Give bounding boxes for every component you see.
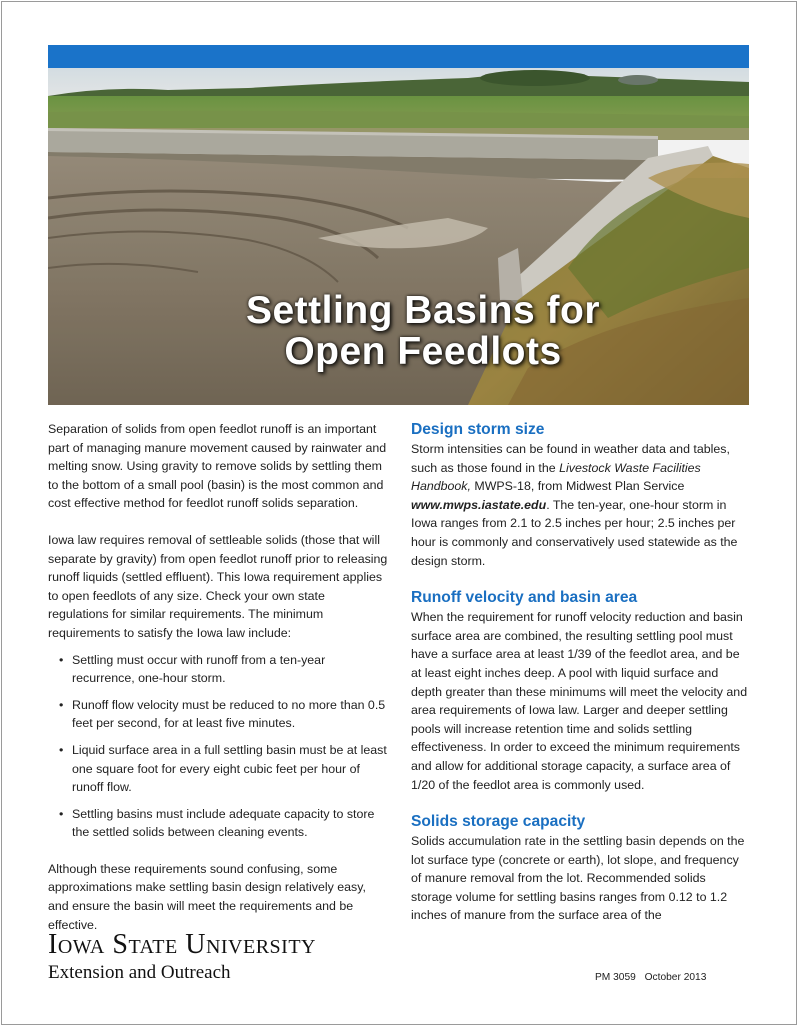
section-heading: Design storm size (411, 421, 545, 438)
list-item: • Settling basins must include adequate capacity to store the settled solids between cleaning events. (72, 805, 388, 842)
university-name: Iowa State University (48, 929, 316, 960)
extension-name: Extension and Outreach (48, 962, 231, 983)
isu-logo (48, 930, 316, 985)
runoff-velocity-section (411, 588, 749, 794)
header-accent-bar (48, 45, 749, 68)
design-storm-section (411, 420, 749, 570)
title-line-2: Open Feedlots (284, 330, 562, 373)
publication-date: October 2013 (644, 972, 707, 983)
title-line-1: Settling Basins for (245, 289, 601, 332)
publication-info (595, 972, 712, 983)
list-item: • Runoff flow velocity must be reduced to no more than 0.5 feet per second, for at least five minutes. (72, 696, 388, 733)
section-heading: Solids storage capacity (411, 813, 586, 831)
left-column (48, 420, 388, 952)
section-heading: Runoff velocity and basin area (411, 589, 638, 607)
right-column (411, 420, 749, 943)
iowa-law-paragraph: Iowa law requires removal of settleable solids (those that will separate by gravity) from open feedlot runoff prior to releasing runoff liquids (settled effluent). This Iowa requirement applies to open feedlots of any size. Check your own state regulations for similar requirements. The minimum requirements to satisfy the Iowa law include: (48, 532, 388, 640)
hero-photo (48, 68, 749, 405)
design-storm-text: Storm intensities can be found in weather data and tables, such as those found in the Livestock Waste Facilities Handbook, MWPS-18, from Midwest Plan Service www.mwps.iastate.edu. The ten-year, one-hour storm in Iowa ranges from 2.1 to 2.5 inches per hour; 2.5 inches per hour is commonly and conservatively used statewide as the design storm. (411, 442, 738, 568)
mwps-link[interactable]: www.mwps.iastate.edu (411, 497, 547, 512)
list-item: • Liquid surface area in a full settling basin must be at least one square foot for every eight cubic feet per hour of runoff flow. (72, 741, 388, 797)
solids-storage-section (411, 812, 749, 925)
list-item: • Settling must occur with runoff from a ten-year recurrence, one-hour storm. (72, 651, 388, 688)
publication-number: PM 3059 (595, 972, 636, 983)
intro-paragraph: Separation of solids from open feedlot runoff is an important part of managing manure movement caused by rainwater and melting snow. Using gravity to remove solids by settling them to the bottom of a small pool (basin) is the most common and cost effective method for feedlot runoff solids separation. (48, 422, 387, 511)
runoff-velocity-text: When the requirement for runoff velocity reduction and basin surface area are combined, the resulting settling pool must have a surface area at least 1/39 of the feedlot area, and be at least eight inches deep. A pool with liquid surface and depth greater than these minimums will meet the velocity and area requirements of Iowa law. Larger and deeper settling pools will increase retention time and solids settling effectiveness. In order to exceed the minimum requirements and allow for additional storage capacity, a surface area of 1/20 of the feedlot area is commonly used. (411, 610, 748, 792)
document-title (178, 290, 668, 372)
summary-paragraph: Although these requirements sound confusing, some approximations make settling basin design relatively easy, and ensure the basin will meet the requirements and be effective. (48, 861, 366, 932)
handbook-title: Livestock Waste Facilities Handbook, (411, 460, 701, 494)
requirements-list (48, 651, 388, 842)
solids-storage-text: Solids accumulation rate in the settling basin depends on the lot surface type (concrete or earth), lot slope, and frequency of manure removal from the lot. Recommended solids storage volume for settling basins ranges from 0.12 to 1.2 inches of manure from the surface area of the (411, 834, 745, 923)
